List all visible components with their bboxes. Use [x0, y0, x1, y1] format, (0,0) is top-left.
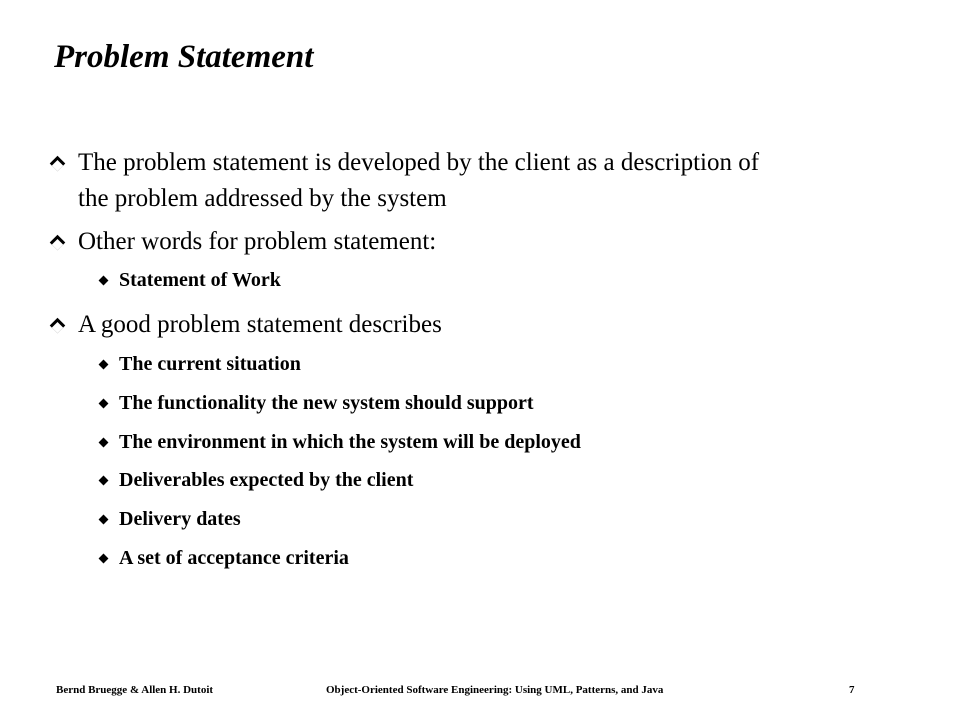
- diamond-bullet-icon: [50, 235, 66, 251]
- sub-bullet-text: The functionality the new system should support: [119, 392, 534, 414]
- sub-bullet-text: Delivery dates: [119, 508, 241, 530]
- sub-bullet-text: The current situation: [119, 353, 301, 375]
- bullet-text: A good problem statement describes: [78, 311, 442, 338]
- sub-bullet-item: [119, 466, 413, 494]
- sub-bullet-text: The environment in which the system will be deployed: [119, 431, 581, 453]
- sub-bullet-item: [119, 266, 281, 294]
- sub-bullet-item: [119, 389, 534, 417]
- sub-bullet-item: [119, 350, 301, 378]
- small-diamond-bullet-icon: [99, 360, 109, 370]
- bullet-text: The problem statement is developed by the client as a description of the problem addressed by the system: [78, 149, 760, 212]
- page-number: 7: [849, 684, 855, 696]
- small-diamond-bullet-icon: [99, 438, 109, 448]
- small-diamond-bullet-icon: [99, 399, 109, 409]
- sub-bullet-item: [119, 428, 581, 456]
- bullet-item: [78, 224, 768, 260]
- sub-bullet-item: [119, 544, 349, 572]
- sub-bullet-item: [119, 505, 241, 533]
- slide-footer: [0, 684, 960, 704]
- bullet-text: Other words for problem statement:: [78, 228, 437, 255]
- footer-authors: Bernd Bruegge & Allen H. Dutoit: [56, 684, 214, 696]
- sub-bullet-text: Deliverables expected by the client: [119, 469, 414, 491]
- sub-bullet-text: A set of acceptance criteria: [119, 547, 349, 569]
- small-diamond-bullet-icon: [99, 276, 109, 286]
- diamond-bullet-icon: [50, 156, 66, 172]
- small-diamond-bullet-icon: [99, 476, 109, 486]
- small-diamond-bullet-icon: [99, 554, 109, 564]
- sub-bullet-text: Statement of Work: [119, 269, 281, 291]
- diamond-bullet-icon: [50, 318, 66, 334]
- small-diamond-bullet-icon: [99, 515, 109, 525]
- bullet-item: [78, 145, 768, 217]
- footer-book-title: Object-Oriented Software Engineering: Using UML, Patterns, and Java: [326, 684, 664, 696]
- slide-title: Problem Statement: [54, 39, 314, 75]
- bullet-item: [78, 307, 768, 343]
